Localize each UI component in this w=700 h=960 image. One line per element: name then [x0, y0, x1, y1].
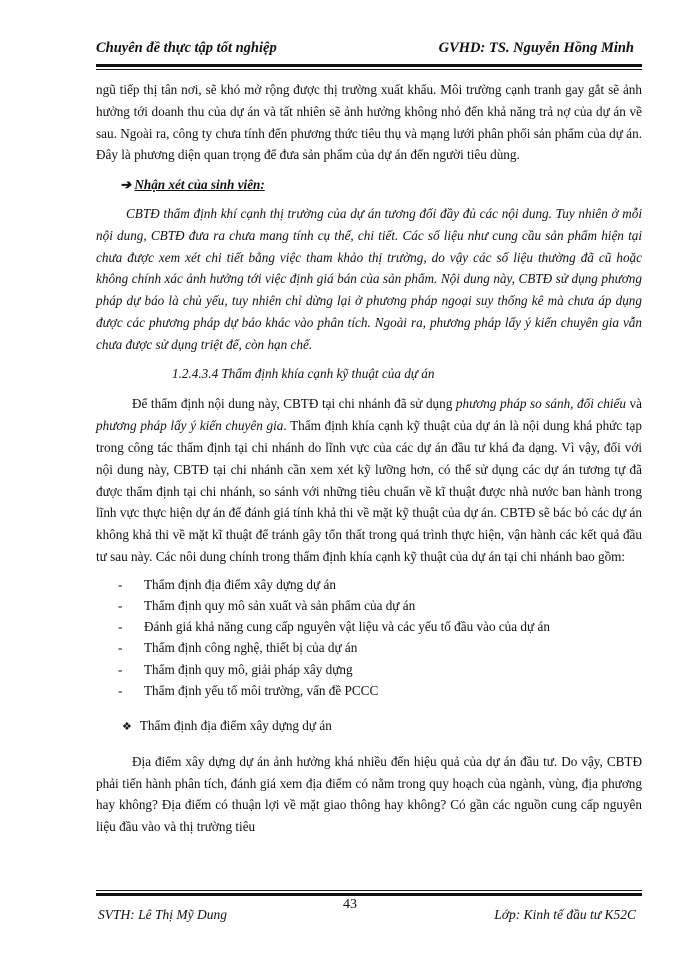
page-body	[96, 79, 642, 838]
list-item	[96, 616, 642, 637]
tech-em-method-2: phương pháp lấy ý kiến chuyên gia	[96, 418, 284, 434]
location-paragraph: Địa điểm xây dựng dự án ảnh hưởng khá nhiều đến hiệu quả của dự án đầu tư. Do vậy, CBTĐ phải tiến hành phân tích, đánh giá xem địa điểm có nằm trong quy hoạch của ngành, vùng, địa phương hay không? Địa điểm có thuận lợi về mặt giao thông hay không? Có gần các nguồn cung cấp nguyên liệu đầu vào và thị trường tiêu	[96, 753, 642, 835]
technical-paragraph	[96, 393, 642, 567]
footer-right: Lớp: Kinh tế đầu tư K52C	[494, 907, 636, 922]
header-rule-thick	[96, 64, 642, 67]
list-item	[96, 595, 642, 616]
tech-text-b: và	[625, 396, 642, 412]
subsection-heading: 1.2.4.3.4 Thẩm định khía cạnh kỹ thuật của dự án	[172, 365, 435, 381]
list-item-text: Đánh giá khả năng cung cấp nguyên vật liệu và các yếu tố đầu vào của dự án	[144, 619, 550, 635]
dash-bullet: -	[118, 619, 123, 635]
dash-bullet: -	[118, 576, 123, 592]
list-item	[96, 680, 642, 701]
dash-bullet: -	[118, 640, 123, 656]
list-item-text: Thẩm định địa điểm xây dựng dự án	[144, 576, 336, 592]
dash-bullet: -	[118, 661, 123, 677]
footer-rule-thin	[96, 890, 642, 891]
student-comment-paragraph: CBTĐ thẩm định khí cạnh thị trường của dự án tương đối đầy đủ các nội dung. Tuy nhiên ở mỗi nội dung, CBTĐ đưa ra chưa mang tính cụ thể, chi tiết. Các số liệu như cung cầu sản phẩm hiện tại chưa được xem xét chi tiết bằng việc tham khảo thị trường, do vậy các số liệu thường đã cũ hoặc không chính xác ảnh hưởng tới việc định giá bán của sản phẩm. Nội dung này, CBTĐ sử dụng phương pháp dự báo là chủ yếu, tuy nhiên chỉ dừng lại ở phương pháp ngoại suy thống kê mà chưa áp dụng được các phương pháp dự báo khác vào phân tích. Ngoài ra, phương pháp lấy ý kiến chuyên gia vẫn chưa được sử dụng triệt để, còn hạn chế.	[96, 205, 642, 352]
location-heading	[96, 715, 642, 739]
header-right: GVHD: TS. Nguyễn Hồng Minh	[438, 40, 634, 56]
location-heading-label: Thẩm định địa điểm xây dựng dự án	[139, 717, 332, 733]
tech-text-c: . Thẩm định khía cạnh kỹ thuật của dự án là nội dung khá phức tạp trong công tác thẩm định tại chi nhánh do lĩnh vực của các dự án đầu tư khá đa dạng. Vì vậy, đối với nội dung này, CBTĐ tại chi nhánh cần xem xét kỹ lưỡng hơn, có thể sử dụng các dự án tương tự đã được thẩm định tại chi nhánh, so sánh với những tiêu chuẩn về kĩ thuật được nhà nước ban hành trong lĩnh vực thực hiện dự án để đánh giá tính khả thi về mặt kỹ thuật của dự án. CBTĐ sẽ bác bỏ các dự án không khả thi về mặt kĩ thuật để tránh gây tổn thất trong quá trình thực hiện, vận hành các kết quả đầu tư sau này. Các nôi dung chính trong thẩm định khía cạnh kỹ thuật của dự án tại chi nhánh bao gồm:	[96, 418, 642, 564]
diamond-icon: ❖	[122, 720, 132, 733]
dash-bullet: -	[118, 682, 123, 698]
footer-left: SVTH: Lê Thị Mỹ Dung	[98, 907, 227, 922]
page-header	[96, 40, 640, 60]
footer-rule-thick	[96, 893, 642, 896]
tech-em-method-1: phương pháp so sánh, đối chiếu	[455, 396, 626, 412]
list-item-text: Thẩm định quy mô sản xuất và sản phẩm của dự án	[144, 597, 416, 613]
page-number: 43	[343, 897, 357, 912]
list-item-text: Thẩm định quy mô, giải pháp xây dựng	[144, 661, 353, 677]
intro-paragraph: ngũ tiếp thị tân nơi, sẽ khó mở rộng được thị trường xuất khẩu. Môi trường cạnh tranh gay gắt sẽ ảnh hưởng tới doanh thu của dự án và tất nhiên sẽ ảnh hưởng không nhỏ đến khả năng trả nợ của dự án về sau. Ngoài ra, công ty chưa tính đến phương thức tiêu thụ và mạng lưới phân phối sản phẩm của dự án. Đây là phương diện quan trọng để đưa sản phẩm của dự án đến người tiêu dùng.	[96, 82, 642, 163]
student-heading-label: Nhận xét của sinh viên:	[134, 177, 265, 193]
student-comment-heading	[96, 174, 642, 196]
dash-bullet: -	[118, 597, 123, 613]
appraisal-content-list	[96, 574, 642, 701]
header-rule-thin	[96, 69, 642, 70]
tech-text-a: Để thẩm định nội dung này, CBTĐ tại chi nhánh đã sử dụng	[132, 396, 456, 412]
header-left: Chuyên đề thực tập tốt nghiệp	[96, 40, 277, 56]
list-item-text: Thẩm định yếu tố môi trường, vấn đề PCCC	[144, 682, 379, 698]
list-item	[96, 637, 642, 658]
list-item	[96, 659, 642, 680]
list-item	[96, 574, 642, 595]
arrow-icon: ➔	[120, 177, 132, 193]
list-item-text: Thẩm định công nghệ, thiết bị của dự án	[144, 640, 358, 656]
